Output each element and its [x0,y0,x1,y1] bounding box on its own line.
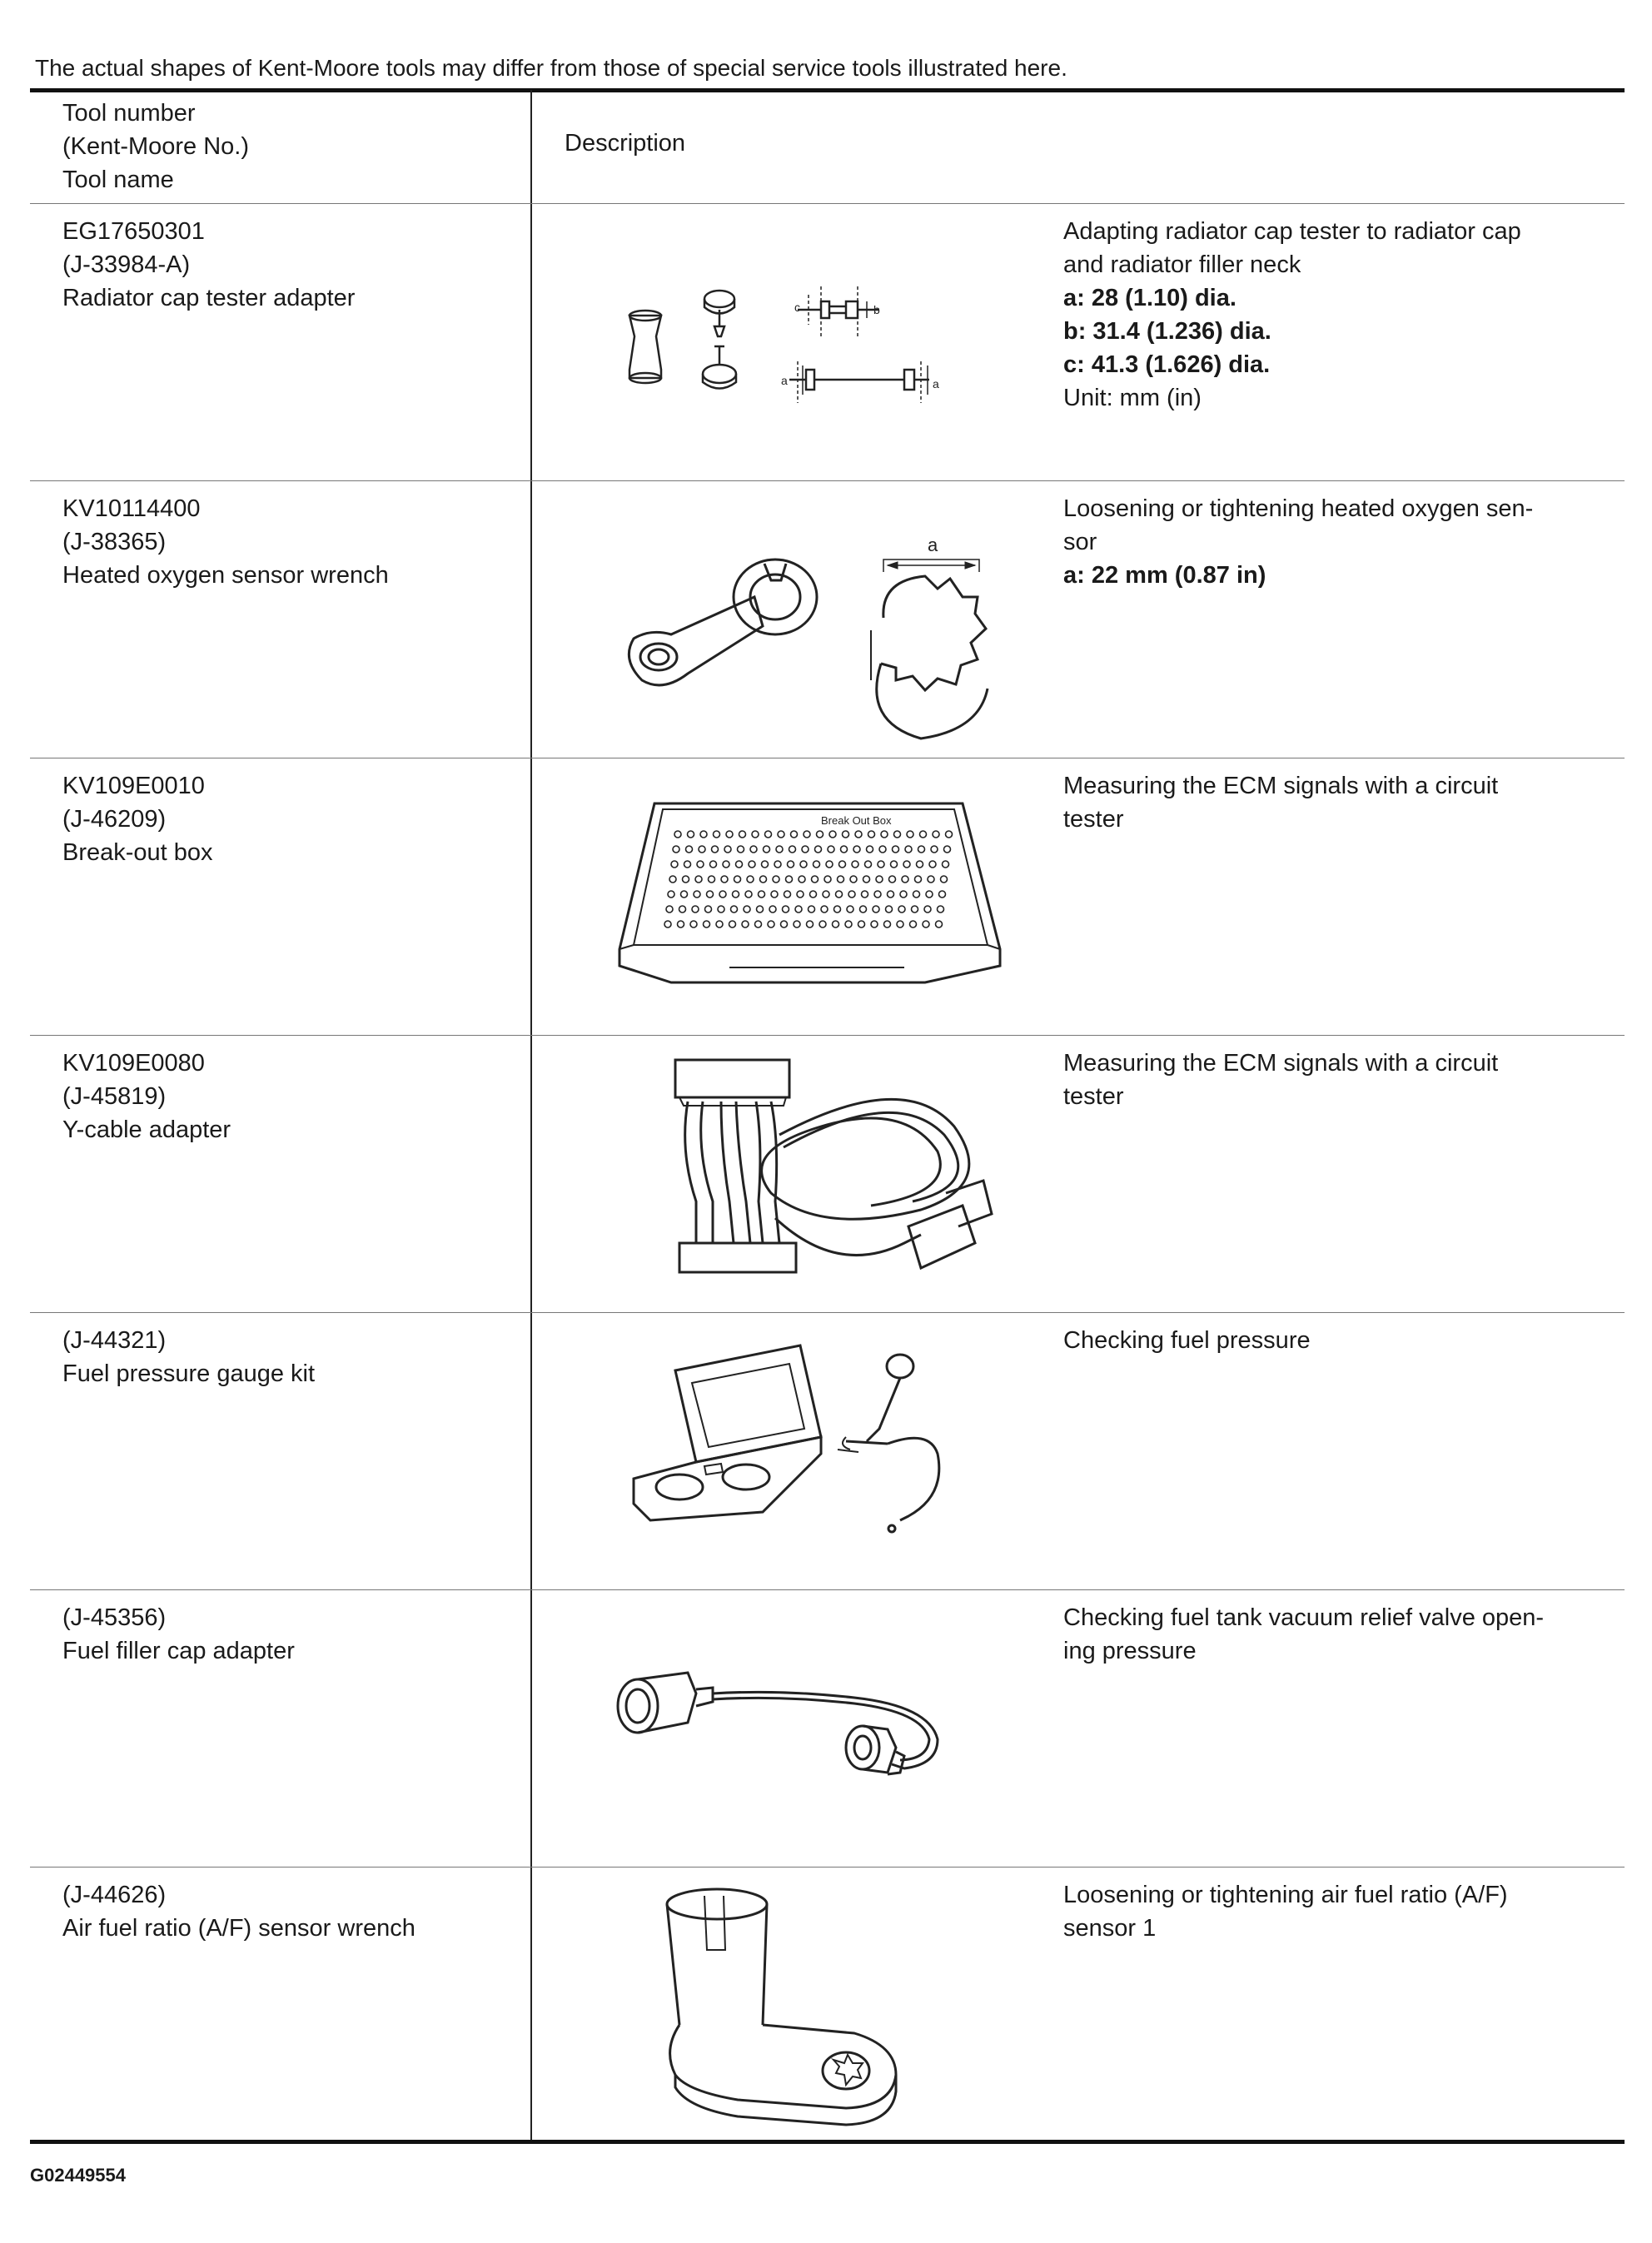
connector-pin [719,891,726,898]
connector-pin [794,921,800,928]
dimension-label: a [781,374,788,387]
table-row [30,1035,1625,1312]
connector-pin [815,846,822,853]
header-description: Description [565,130,686,157]
description-line: Loosening or tightening air fuel ratio (A/F) [1063,1882,1508,1908]
header-tool-number: Tool number [62,100,196,127]
connector-pin [946,831,953,838]
table-row [30,480,1625,758]
tool-id-cell [62,1878,415,1945]
table-row [30,203,1625,480]
tool-name: Air fuel ratio (A/F) sensor wrench [62,1915,415,1942]
connector-pin [826,861,833,868]
connector-pin [841,846,848,853]
connector-pin [759,891,765,898]
connector-pin [845,921,852,928]
unit-note: Unit: mm (in) [1063,385,1202,411]
connector-pin [910,921,917,928]
connector-pin [699,846,705,853]
connector-pin [739,831,746,838]
connector-pin [848,891,855,898]
description-line: sensor 1 [1063,1915,1157,1942]
description-line: Adapting radiator cap tester to radiator cap [1063,218,1521,245]
table-row [30,1312,1625,1589]
dimension-spec: a: 28 (1.10) dia. [1063,285,1237,311]
connector-pin [707,891,714,898]
description-cell [1063,769,1630,836]
connector-pin [802,846,809,853]
connector-pin [865,861,872,868]
connector-pin [824,876,831,883]
connector-pin [695,876,702,883]
connector-pin [819,921,826,928]
connector-pin [939,891,946,898]
connector-pin [926,891,933,898]
description-line: ing pressure [1063,1638,1197,1664]
header-tool-name: Tool name [62,167,174,193]
description-cell [1063,215,1630,415]
dimension-label: a [928,535,938,555]
tool-number: EG17650301 [62,218,205,245]
connector-pin [807,921,814,928]
oxygen-sensor-wrench-illustration [571,480,1054,755]
connector-pin [821,906,828,913]
connector-pin [669,876,676,883]
connector-pin [690,921,697,928]
fuel-filler-cap-adapter-illustration [571,1589,1054,1864]
connector-pin [764,846,770,853]
description-line: tester [1063,1083,1124,1110]
connector-pin [783,906,789,913]
connector-pin [736,861,743,868]
connector-pin [920,831,927,838]
connector-pin [912,906,918,913]
connector-pin [839,861,846,868]
connector-pin [700,831,707,838]
connector-pin [731,906,738,913]
connector-pin [742,921,749,928]
connector-pin [755,921,762,928]
connector-pin [900,891,907,898]
dimension-spec: a: 22 mm (0.87 in) [1063,562,1266,589]
connector-pin [791,831,798,838]
tool-id-cell [62,1047,231,1146]
connector-pin [718,906,724,913]
connector-pin [710,861,717,868]
connector-pin [716,921,723,928]
connector-pin [894,831,901,838]
connector-pin [829,831,836,838]
dimension-label: c [794,301,800,314]
kent-moore-number: (J-38365) [62,529,167,555]
connector-pin [810,891,817,898]
tool-id-cell [62,769,213,869]
connector-pin [828,846,834,853]
connector-pin [852,861,858,868]
connector-pin [862,891,868,898]
connector-pin [936,921,943,928]
connector-pin [714,831,720,838]
connector-pin [738,846,744,853]
connector-pin [893,846,899,853]
tool-name: Heated oxygen sensor wrench [62,562,389,589]
connector-pin [853,846,860,853]
connector-pin [774,861,781,868]
connector-pin [729,921,736,928]
connector-pin [686,846,693,853]
y-cable-adapter-illustration [571,1035,1054,1310]
connector-pin [778,831,784,838]
connector-pin [744,906,750,913]
connector-pin [781,921,788,928]
connector-pin [933,831,939,838]
tool-name: Fuel pressure gauge kit [62,1360,316,1387]
connector-pin [797,891,804,898]
connector-pin [879,846,886,853]
tool-name: Fuel filler cap adapter [62,1638,295,1664]
header-tool-column [62,97,249,196]
kent-moore-number: (J-44626) [62,1882,167,1908]
connector-pin [726,831,733,838]
table-top-rule [30,88,1625,92]
connector-pin [769,906,776,913]
description-cell [1063,1601,1630,1668]
connector-pin [943,861,949,868]
tool-id-cell [62,492,389,592]
connector-pin [673,846,679,853]
connector-pin [666,906,673,913]
connector-pin [694,891,700,898]
connector-pin [817,831,824,838]
connector-pin [871,921,878,928]
connector-pin [874,891,881,898]
kent-moore-number: (J-46209) [62,806,167,833]
dimension-label: a [933,377,939,390]
connector-pin [918,846,925,853]
connector-pin [724,846,731,853]
dimension-spec: c: 41.3 (1.626) dia. [1063,351,1271,378]
connector-pin [944,846,951,853]
connector-pin [762,861,769,868]
connector-pin [721,876,728,883]
connector-pin [789,846,796,853]
connector-pin [941,876,948,883]
connector-pin [799,876,805,883]
connector-pin [868,831,875,838]
kent-moore-number: (J-45356) [62,1604,167,1631]
connector-pin [823,891,829,898]
connector-pin [929,861,936,868]
connector-pin [679,906,686,913]
description-line: Measuring the ECM signals with a circuit [1063,1050,1499,1077]
connector-pin [867,846,873,853]
connector-pin [812,876,819,883]
connector-pin [765,831,772,838]
connector-pin [886,906,893,913]
connector-pin [709,876,715,883]
kent-moore-number: (J-45819) [62,1083,167,1110]
table-row [30,758,1625,1035]
connector-pin [674,831,681,838]
tool-id-cell [62,215,355,315]
connector-pin [752,831,759,838]
intro-note: The actual shapes of Kent-Moore tools may differ from those of special service tools illustrated here. [35,55,1067,81]
connector-pin [843,831,849,838]
table-bottom-rule [30,2140,1625,2144]
kent-moore-number: (J-44321) [62,1327,167,1354]
radiator-cap-adapter-illustration [571,203,1054,478]
connector-pin [723,861,729,868]
connector-pin [800,861,807,868]
connector-pin [745,891,752,898]
connector-pin [747,876,754,883]
connector-pin [931,846,938,853]
connector-pin [784,891,791,898]
connector-pin [836,891,843,898]
connector-pin [786,876,793,883]
connector-pin [847,906,853,913]
tool-name: Y-cable adapter [62,1117,231,1143]
connector-pin [858,921,865,928]
description-line: tester [1063,806,1124,833]
connector-pin [878,861,884,868]
tool-id-cell [62,1324,315,1390]
connector-pin [804,831,810,838]
connector-pin [897,921,903,928]
connector-pin [734,876,741,883]
connector-pin [855,831,862,838]
description-cell [1063,1878,1630,1945]
connector-pin [884,921,891,928]
connector-pin [891,861,898,868]
connector-pin [768,921,774,928]
description-cell [1063,1047,1630,1113]
connector-pin [905,846,912,853]
connector-pin [733,891,739,898]
connector-pin [664,921,671,928]
connector-pin [907,831,913,838]
connector-pin [838,876,844,883]
description-line: Checking fuel pressure [1063,1327,1311,1354]
description-line: Checking fuel tank vacuum relief valve open- [1063,1604,1545,1631]
connector-pin [668,891,674,898]
tool-id-cell [62,1601,295,1668]
connector-pin [889,876,896,883]
description-line: Measuring the ECM signals with a circuit [1063,773,1499,799]
connector-pin [795,906,802,913]
connector-pin [928,876,934,883]
connector-pin [749,861,755,868]
connector-pin [860,906,867,913]
description-line: Loosening or tightening heated oxygen sen- [1063,495,1534,522]
connector-pin [757,906,764,913]
connector-pin [750,846,757,853]
fuel-pressure-gauge-kit-illustration [571,1312,1054,1587]
connector-pin [850,876,857,883]
connector-pin [881,831,888,838]
connector-pin [688,831,694,838]
connector-pin [913,891,920,898]
connector-pin [704,921,710,928]
connector-pin [915,876,922,883]
tool-name: Break-out box [62,839,213,866]
connector-pin [788,861,794,868]
description-line: and radiator filler neck [1063,251,1301,278]
tool-number: KV109E0010 [62,773,205,799]
connector-pin [776,846,783,853]
af-sensor-wrench-illustration [571,1867,1054,2141]
tool-number: KV10114400 [62,495,201,522]
connector-pin [924,906,931,913]
connector-pin [678,921,684,928]
connector-pin [888,891,894,898]
connector-pin [809,906,815,913]
figure-code: G02449554 [30,2165,126,2186]
connector-pin [705,906,712,913]
connector-pin [671,861,678,868]
tool-number: KV109E0080 [62,1050,205,1077]
break-out-box-illustration [571,758,1054,1032]
connector-pin [771,891,778,898]
box-label: Break Out Box [821,814,892,827]
connector-pin [681,891,688,898]
table-row [30,1589,1625,1867]
connector-pin [863,876,870,883]
connector-pin [833,921,839,928]
connector-pin [697,861,704,868]
connector-pin [938,906,944,913]
tool-name: Radiator cap tester adapter [62,285,356,311]
connector-pin [692,906,699,913]
connector-pin [876,876,883,883]
connector-pin [684,861,691,868]
connector-pin [814,861,820,868]
connector-pin [898,906,905,913]
connector-pin [923,921,929,928]
connector-pin [773,876,779,883]
dimension-label: b [873,303,880,316]
connector-pin [917,861,923,868]
connector-pin [873,906,879,913]
connector-pin [834,906,841,913]
connector-pin [903,861,910,868]
header-kent-moore-no: (Kent-Moore No.) [62,133,250,160]
dimension-spec: b: 31.4 (1.236) dia. [1063,318,1271,345]
description-line: sor [1063,529,1097,555]
connector-pin [683,876,689,883]
table-row [30,1867,1625,2140]
connector-pin [902,876,908,883]
connector-pin [760,876,767,883]
connector-pin [712,846,719,853]
description-cell [1063,1324,1630,1357]
description-cell [1063,492,1630,592]
kent-moore-number: (J-33984-A) [62,251,191,278]
